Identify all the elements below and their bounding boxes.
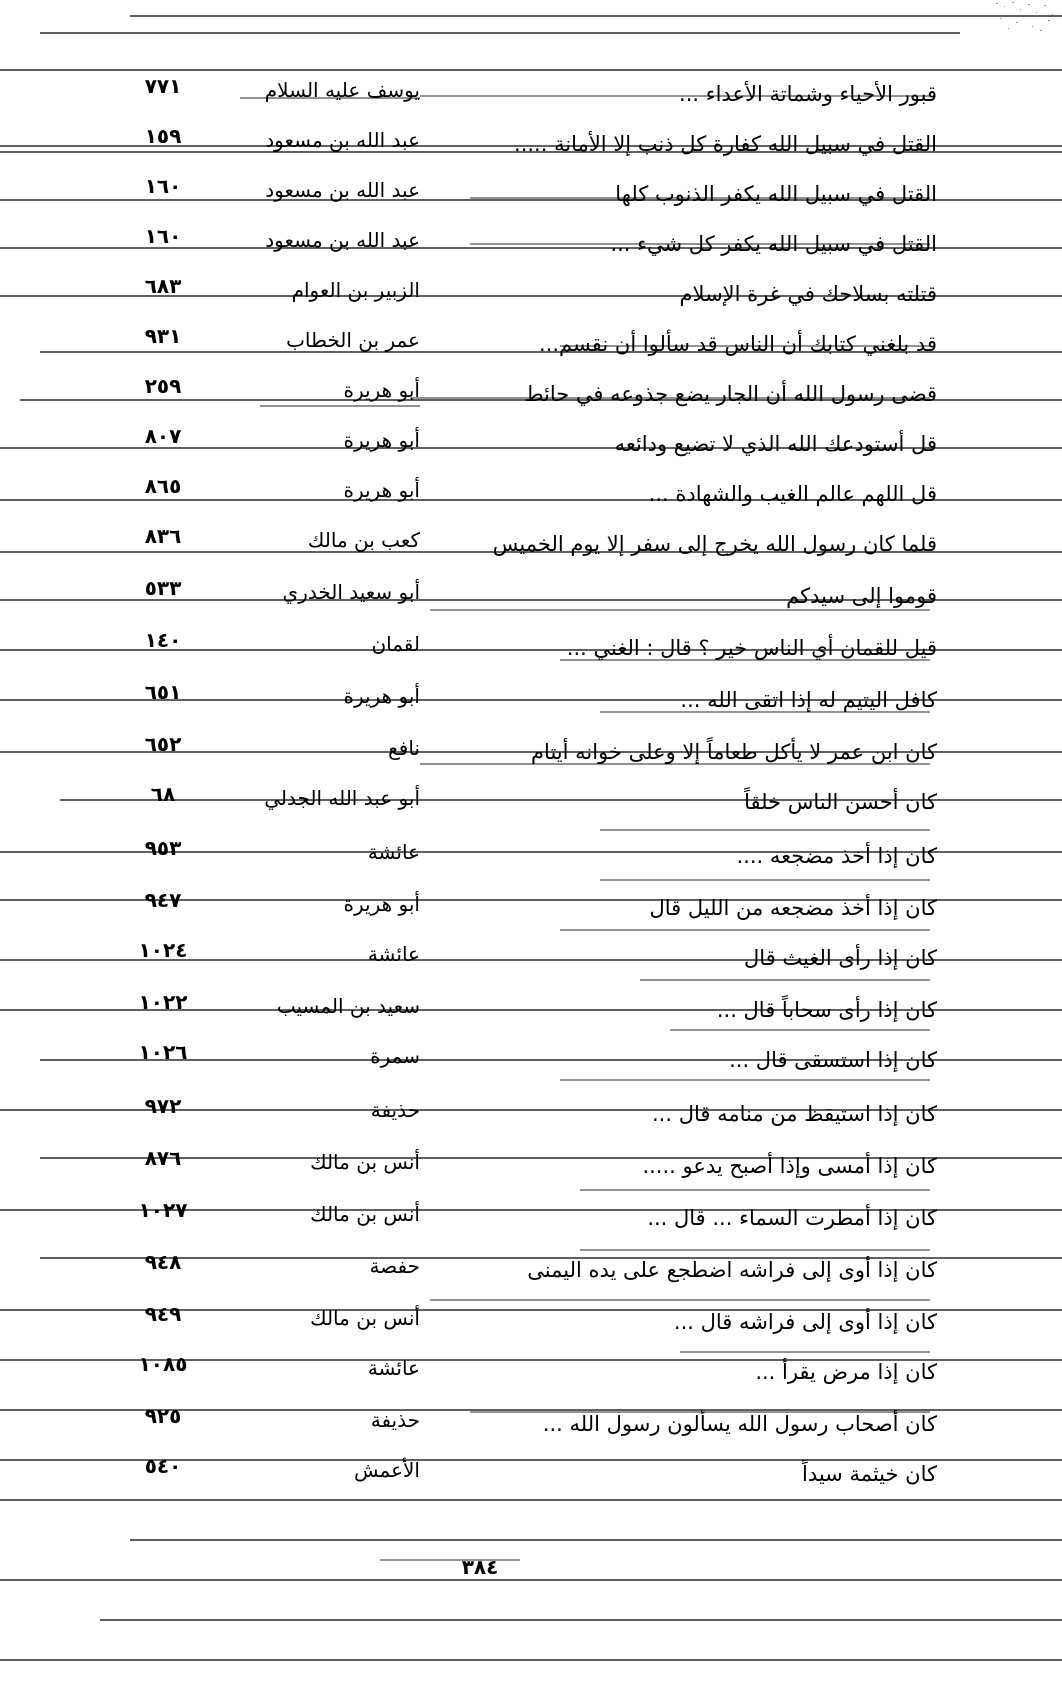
hadith-text: كان إذا أخذ مضجعه .... — [736, 844, 937, 868]
narrator: أنس بن مالك — [310, 1150, 420, 1174]
narrator: عبد الله بن مسعود — [265, 228, 420, 252]
hadith-text: كان إذا أوى إلى فراشه اضطجع على يده اليمنى — [527, 1258, 937, 1282]
index-row — [0, 990, 1062, 1038]
page-ref: ١٠٢٤ — [138, 938, 188, 962]
hadith-text: كان إذا أمسى وإذا أصبح يدعو ..... — [642, 1154, 937, 1178]
narrator: الأعمش — [354, 1458, 420, 1482]
hadith-text: كان إذا رأى الغيث قال — [744, 946, 937, 970]
index-row — [0, 74, 1062, 122]
hadith-text: القتل في سبيل الله يكفر الذنوب كلها — [615, 182, 937, 206]
page-ref: ١٦٠ — [144, 174, 182, 198]
narrator: يوسف عليه السلام — [264, 78, 420, 102]
page-ref: ٩٧٢ — [144, 1094, 182, 1118]
index-row — [0, 732, 1062, 780]
index-row — [0, 124, 1062, 172]
narrator: أبو هريرة — [343, 378, 420, 402]
narrator: حفصة — [369, 1254, 420, 1278]
hadith-text: قد بلغني كتابك أن الناس قد سألوا أن نقسم... — [539, 332, 937, 356]
index-row — [0, 324, 1062, 372]
page-ref: ١٠٢٧ — [138, 1198, 188, 1222]
index-row — [0, 174, 1062, 222]
hadith-text: قيل للقمان أي الناس خير ؟ قال : الغني ... — [566, 636, 937, 660]
hadith-text: كان ابن عمر لا يأكل طعاماً إلا وعلى خوانه أيتام — [531, 740, 937, 764]
hadith-text: القتل في سبيل الله يكفر كل شيء ... — [610, 232, 937, 256]
hadith-text: كان إذا أوى إلى فراشه قال ... — [673, 1310, 937, 1334]
narrator: أبو هريرة — [343, 428, 420, 452]
narrator: أنس بن مالك — [310, 1202, 420, 1226]
page-ref: ٨٠٧ — [144, 424, 182, 448]
index-row — [0, 374, 1062, 422]
page-ref: ٦٨ — [150, 782, 176, 806]
index-row — [0, 680, 1062, 728]
index-row — [0, 1146, 1062, 1194]
page-ref: ٨٦٥ — [144, 474, 182, 498]
narrator: سعيد بن المسيب — [276, 994, 420, 1018]
narrator: الزبير بن العوام — [291, 278, 420, 302]
narrator: عائشة — [367, 942, 420, 966]
index-row — [0, 224, 1062, 272]
page-ref: ٧٧١ — [144, 74, 182, 98]
page-ref: ٨٧٦ — [144, 1146, 182, 1170]
hadith-text: قبور الأحياء وشماتة الأعداء ... — [679, 82, 937, 106]
page-ref: ١٥٩ — [144, 124, 182, 148]
index-row — [0, 888, 1062, 936]
narrator: كعب بن مالك — [307, 528, 420, 552]
narrator: سمرة — [370, 1044, 420, 1068]
hadith-text: قوموا إلى سيدكم — [786, 584, 937, 608]
page-ref: ٦٥١ — [144, 680, 182, 704]
page-ref: ٨٣٦ — [144, 524, 182, 548]
narrator: عمر بن الخطاب — [286, 328, 420, 352]
narrator: عبد الله بن مسعود — [265, 128, 420, 152]
hadith-text: كان إذا أمطرت السماء ... قال ... — [647, 1206, 937, 1230]
narrator: حذيفة — [370, 1098, 420, 1122]
hadith-text: كان أصحاب رسول الله يسألون رسول الله ... — [542, 1412, 937, 1436]
hadith-text: كان إذا مرض يقرأ ... — [755, 1360, 937, 1384]
narrator: نافع — [388, 736, 420, 760]
index-row — [0, 474, 1062, 522]
index-row — [0, 274, 1062, 322]
index-row — [0, 1454, 1062, 1502]
narrator: أبو هريرة — [343, 892, 420, 916]
index-row — [0, 1302, 1062, 1350]
index-row — [0, 836, 1062, 884]
hadith-text: كان إذا أخذ مضجعه من الليل قال — [649, 896, 937, 920]
index-row — [0, 1404, 1062, 1452]
narrator: أبو هريرة — [343, 684, 420, 708]
page-ref: ١٠٢٢ — [138, 990, 188, 1014]
page-ref: ٥٤٠ — [144, 1454, 182, 1478]
page-ref: ١٤٠ — [144, 628, 182, 652]
narrator: عائشة — [367, 1356, 420, 1380]
page-ref: ٩٣١ — [144, 324, 182, 348]
hadith-text: كان إذا استيقظ من منامه قال ... — [652, 1102, 937, 1126]
index-row — [0, 1094, 1062, 1142]
hadith-text: قتلته بسلاحك في غرة الإسلام — [679, 282, 937, 306]
hadith-text: قلما كان رسول الله يخرج إلى سفر إلا يوم الخميس — [492, 532, 937, 556]
index-row — [0, 524, 1062, 572]
index-row — [0, 1040, 1062, 1088]
index-row — [0, 576, 1062, 624]
page-ref: ٩٤٩ — [144, 1302, 182, 1326]
index-row — [0, 1250, 1062, 1298]
hadith-text: قل اللهم عالم الغيب والشهادة ... — [648, 482, 937, 506]
page-ref: ٩٤٨ — [144, 1250, 182, 1274]
index-row — [0, 1198, 1062, 1246]
narrator: أنس بن مالك — [310, 1306, 420, 1330]
page-ref: ٥٣٣ — [144, 576, 182, 600]
hadith-text: كان إذا استسقى قال ... — [729, 1048, 937, 1072]
page-ref: ١٠٢٦ — [138, 1040, 188, 1064]
narrator: عبد الله بن مسعود — [265, 178, 420, 202]
index-row — [0, 782, 1062, 830]
hadith-text: كان خيثمة سيداً — [801, 1462, 937, 1486]
index-row — [0, 1352, 1062, 1400]
page-ref: ١٦٠ — [144, 224, 182, 248]
hadith-text: القتل في سبيل الله كفارة كل ذنب إلا الأمانة ..... — [514, 132, 937, 156]
page-ref: ٢٥٩ — [144, 374, 182, 398]
page-ref: ٩٢٥ — [144, 1404, 182, 1428]
index-row — [0, 628, 1062, 676]
hadith-text: كافل اليتيم له إذا اتقى الله ... — [680, 688, 937, 712]
narrator: عائشة — [367, 840, 420, 864]
page-ref: ٦٨٣ — [144, 274, 182, 298]
hadith-text: كان أحسن الناس خلقاً — [744, 790, 937, 814]
hadith-text: قل أستودعك الله الذي لا تضيع ودائعه — [614, 432, 937, 456]
narrator: أبو سعيد الخدري — [282, 580, 420, 604]
page-ref: ٦٥٢ — [144, 732, 182, 756]
index-row — [0, 424, 1062, 472]
page-ref: ٩٥٣ — [144, 836, 182, 860]
narrator: لقمان — [371, 632, 420, 656]
hadith-text: قضى رسول الله أن الجار يضع جذوعه في حائط — [524, 382, 937, 406]
narrator: حذيفة — [370, 1408, 420, 1432]
page-ref: ١٠٨٥ — [138, 1352, 188, 1376]
narrator: أبو عبد الله الجدلي — [264, 786, 420, 810]
index-row — [0, 938, 1062, 986]
page-ref: ٩٤٧ — [144, 888, 182, 912]
hadith-text: كان إذا رأى سحاباً قال ... — [716, 998, 937, 1022]
narrator: أبو هريرة — [343, 478, 420, 502]
footer-page-number: ٣٨٤ — [461, 1555, 499, 1579]
